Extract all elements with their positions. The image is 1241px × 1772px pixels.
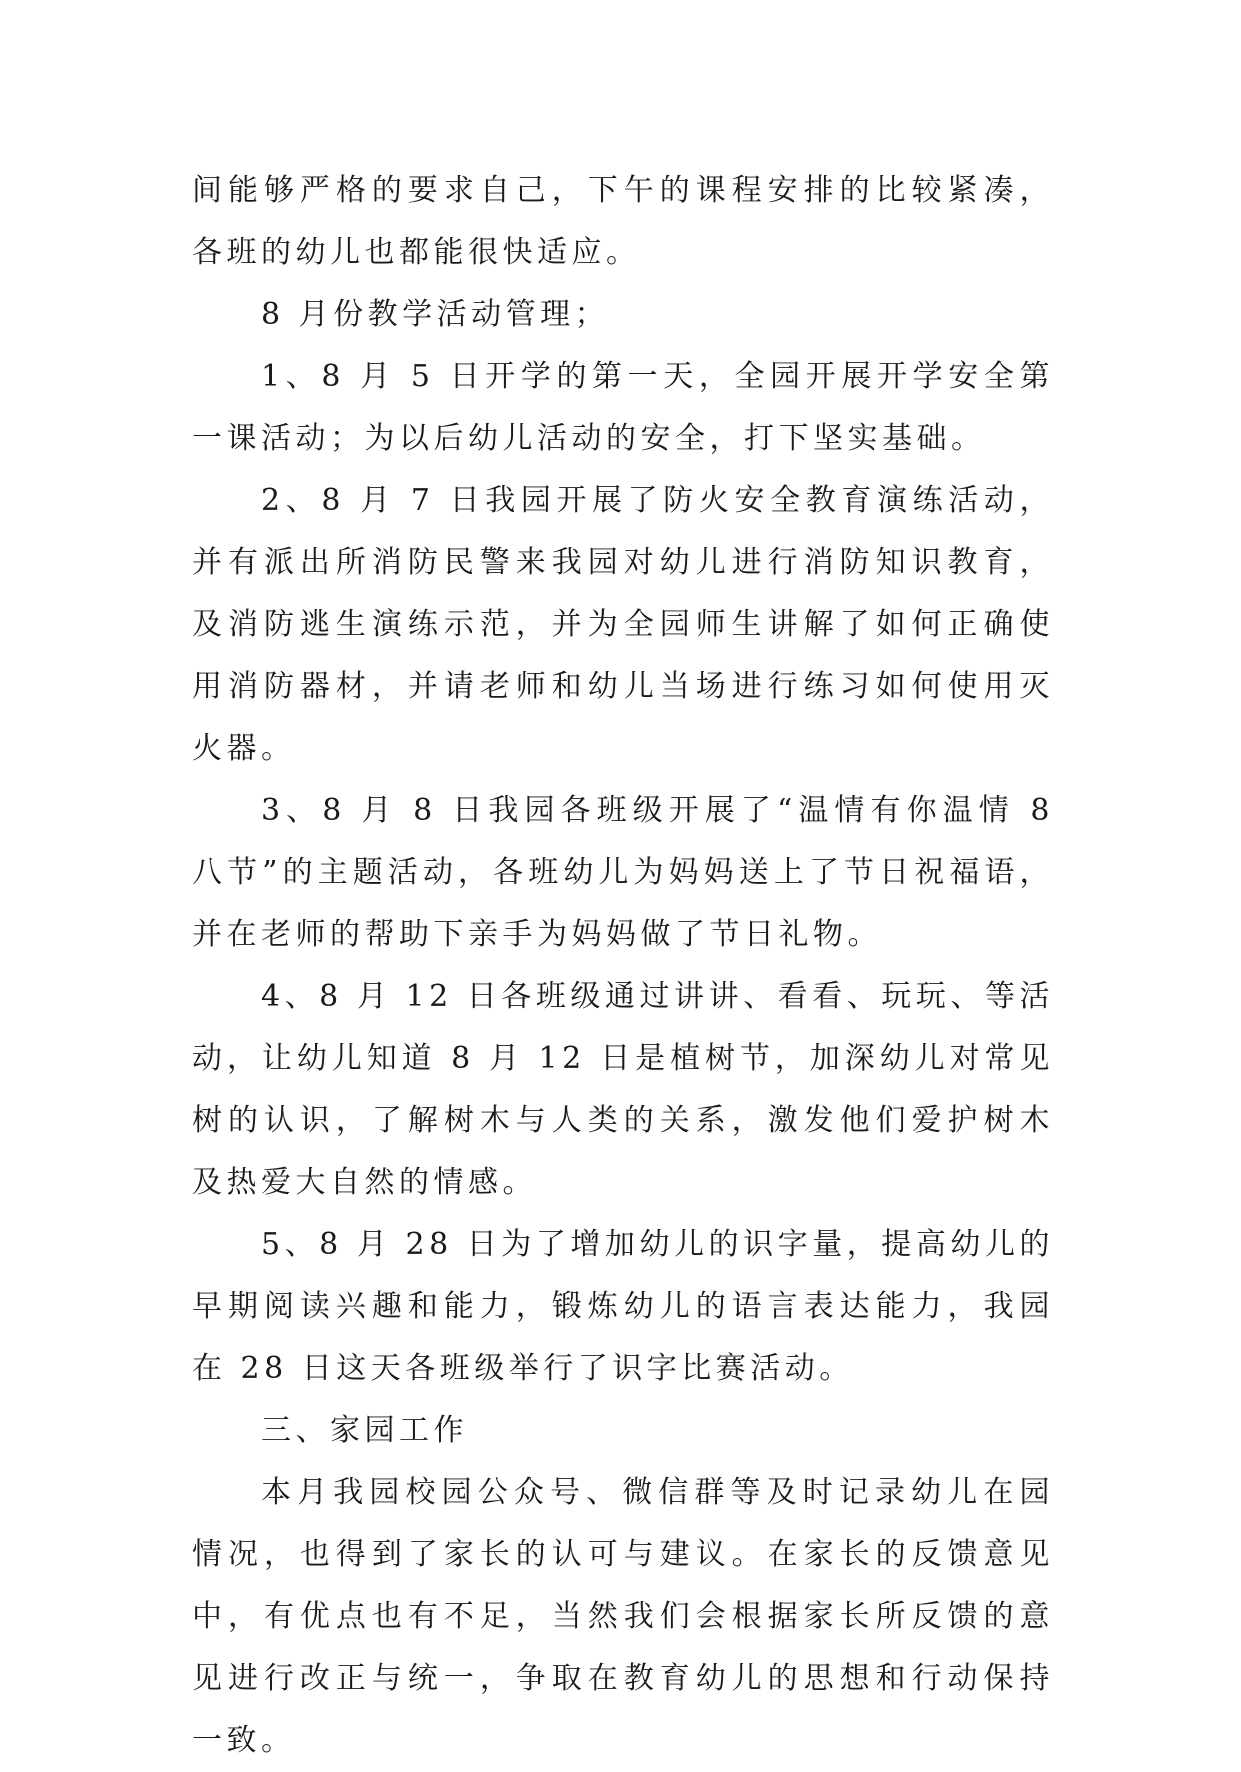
paragraph-home-school: 本月我园校园公众号、微信群等及时记录幼儿在园情况，也得到了家长的认可与建议。在家长的反馈意见中，有优点也有不足，当然我们会根据家长所反馈的意见进行改正与统一，争取在教育幼儿的思想和行动保持一致。 bbox=[192, 1475, 1054, 1758]
paragraph-item-5: 5、8 月 28 日为了增加幼儿的识字量，提高幼儿的早期阅读兴趣和能力，锻炼幼儿的语言表达能力，我园在 28 日这天各班级举行了识字比赛活动。 bbox=[192, 1227, 1054, 1386]
section-heading-home-school: 三、家园工作 bbox=[261, 1413, 468, 1448]
paragraph-august-teaching-heading: 8 月份教学活动管理； bbox=[261, 297, 610, 332]
paragraph-item-1: 1、8 月 5 日开学的第一天，全园开展开学安全第一课活动；为以后幼儿活动的安全，打下坚实基础。 bbox=[192, 359, 1054, 456]
paragraph-item-3: 3、8 月 8 日我园各班级开展了“温情有你温情 8 八节”的主题活动，各班幼儿为妈妈送上了节日祝福语，并在老师的帮助下亲手为妈妈做了节日礼物。 bbox=[192, 793, 1054, 952]
paragraph-continuation: 间能够严格的要求自己，下午的课程安排的比较紧凑，各班的幼儿也都能很快适应。 bbox=[192, 173, 1054, 270]
paragraph-item-2: 2、8 月 7 日我园开展了防火安全教育演练活动，并有派出所消防民警来我园对幼儿进行消防知识教育，及消防逃生演练示范，并为全园师生讲解了如何正确使用消防器材，并请老师和幼儿当场进行练习如何使用灭火器。 bbox=[192, 483, 1054, 766]
document-body bbox=[192, 160, 1054, 1772]
paragraph-item-4: 4、8 月 12 日各班级通过讲讲、看看、玩玩、等活动，让幼儿知道 8 月 12 日是植树节，加深幼儿对常见树的认识，了解树木与人类的关系，激发他们爱护树木及热爱大自然的情感。 bbox=[192, 979, 1054, 1200]
